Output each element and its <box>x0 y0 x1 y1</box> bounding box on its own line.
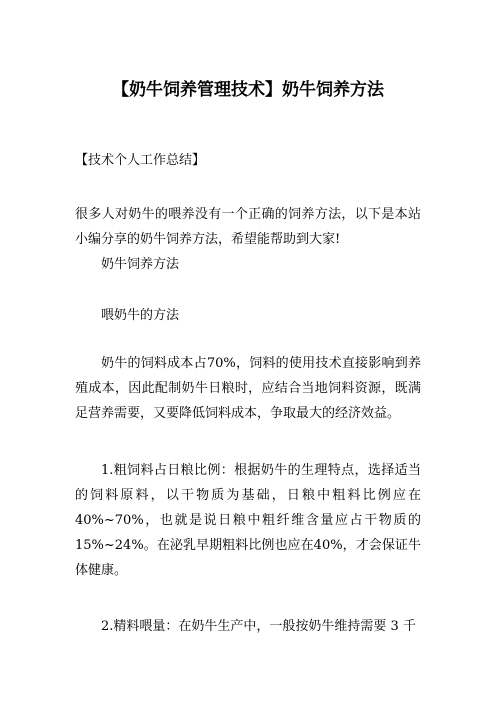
body-paragraph-roughage-ratio: 1.粗饲料占日粮比例：根据奶牛的生理特点，选择适当的饲料原料，以干物质为基础，日粮中粗料比例应在40%~70%，也就是说日粮中粗纤维含量应占干物质的15%~24%。在泌乳早期粗料比例也应在40%，才会保证牛体健康。 <box>75 463 421 578</box>
section-heading: 【技术个人工作总结】 <box>75 153 206 168</box>
document-title: 【奶牛饲养管理技术】奶牛饲养方法 <box>112 80 384 100</box>
intro-paragraph: 很多人对奶牛的喂养没有一个正确的饲养方法，以下是本站小编分享的奶牛饲养方法，希望能帮助到大家! <box>75 207 421 247</box>
body-paragraph-concentrate: 2.精料喂量：在奶牛生产中，一般按奶牛维持需要 3 千 <box>101 619 416 634</box>
subheading-feeding-method: 奶牛饲养方法 <box>101 257 180 272</box>
body-paragraph-feed-cost: 奶牛的饲料成本占70%，饲料的使用技术直接影响到养殖成本，因此配制奶牛日粮时，应结合当地饲料资源，既满足营养需要，又要降低饲料成本，争取最大的经济效益。 <box>75 356 421 421</box>
subheading-how-to-feed: 喂奶牛的方法 <box>101 308 180 323</box>
